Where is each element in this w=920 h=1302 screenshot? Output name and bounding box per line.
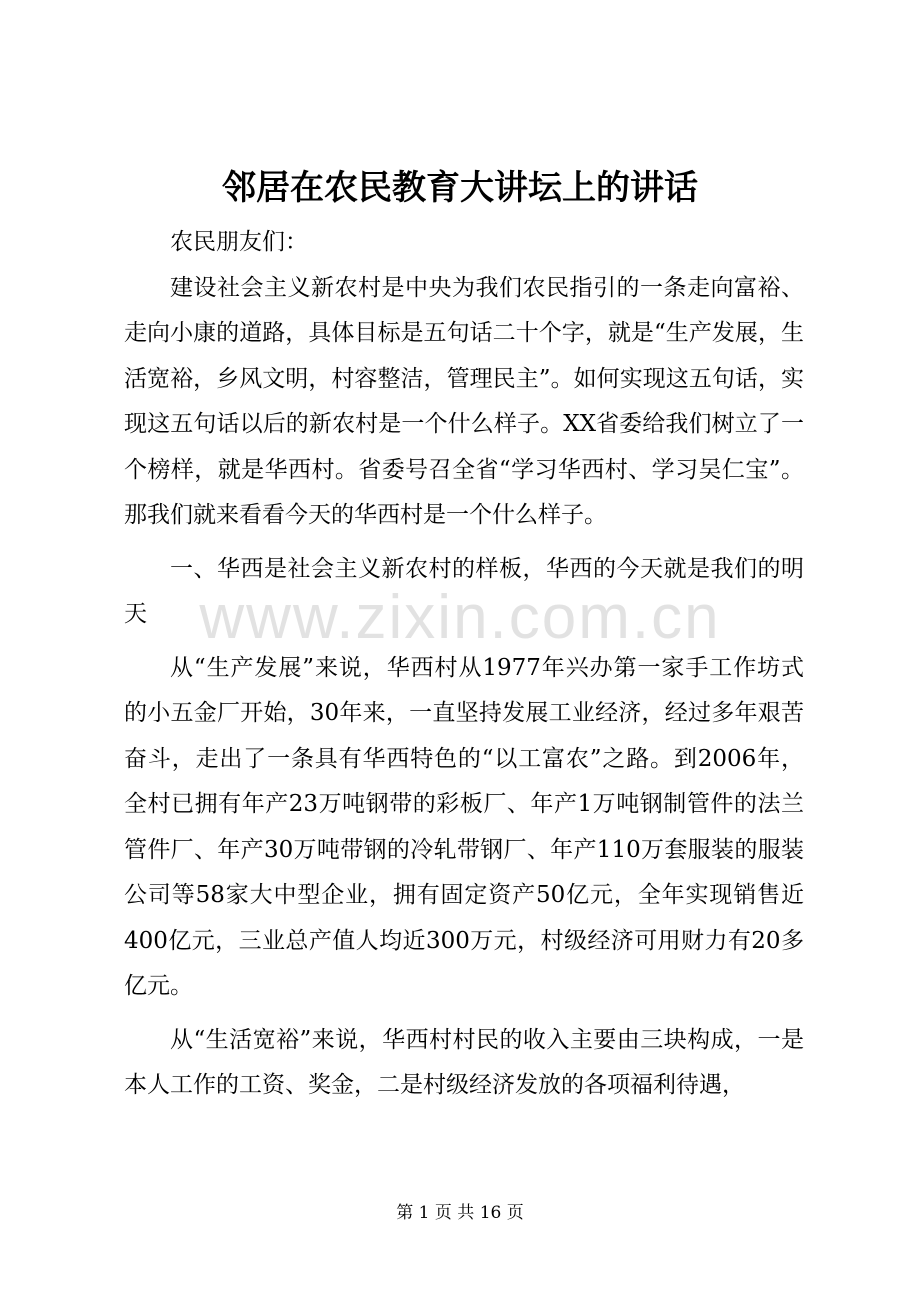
paragraph-livelihood: 从“生活宽裕”来说，华西村村民的收入主要由三块构成，一是本人工作的工资、奖金，二是村级经济发放的各项福利待遇，	[124, 1026, 804, 1098]
section-heading-1: 一、华西是社会主义新农村的样板，华西的今天就是我们的明天	[124, 555, 804, 627]
watermark: www.zixin.com.cn	[199, 583, 721, 652]
paragraph-production: 从“生产发展”来说，华西村从1977年兴办第一家手工作坊式的小五金厂开始，30年来，一直坚持发展工业经济，经过多年艰苦奋斗，走出了一条具有华西特色的“以工富农”之路。到2006年，全村已拥有年产23万吨钢带的彩板厂、年产1万吨钢制管件的法兰管件厂、年产30万吨带钢的冷轧带钢厂、年产110万套服装的服装公司等58家大中型企业，拥有固定资产50亿元，全年实现销售近400亿元，三业总产值人均近300万元，村级经济可用财力有20多亿元。	[124, 654, 804, 999]
salutation: 农民朋友们：	[170, 229, 308, 255]
document-body	[124, 220, 804, 1109]
document-title: 邻居在农民教育大讲坛上的讲话	[222, 168, 698, 208]
page-footer: 第 1 页 共 16 页	[396, 1203, 524, 1223]
paragraph-intro: 建设社会主义新农村是中央为我们农民指引的一条走向富裕、走向小康的道路，具体目标是五句话二十个字，就是“生产发展，生活宽裕，乡风文明，村容整洁，管理民主”。如何实现这五句话，实现这五句话以后的新农村是一个什么样子。XX省委给我们树立了一个榜样，就是华西村。省委号召全省“学习华西村、学习吴仁宝”。那我们就来看看今天的华西村是一个什么样子。	[124, 274, 804, 528]
